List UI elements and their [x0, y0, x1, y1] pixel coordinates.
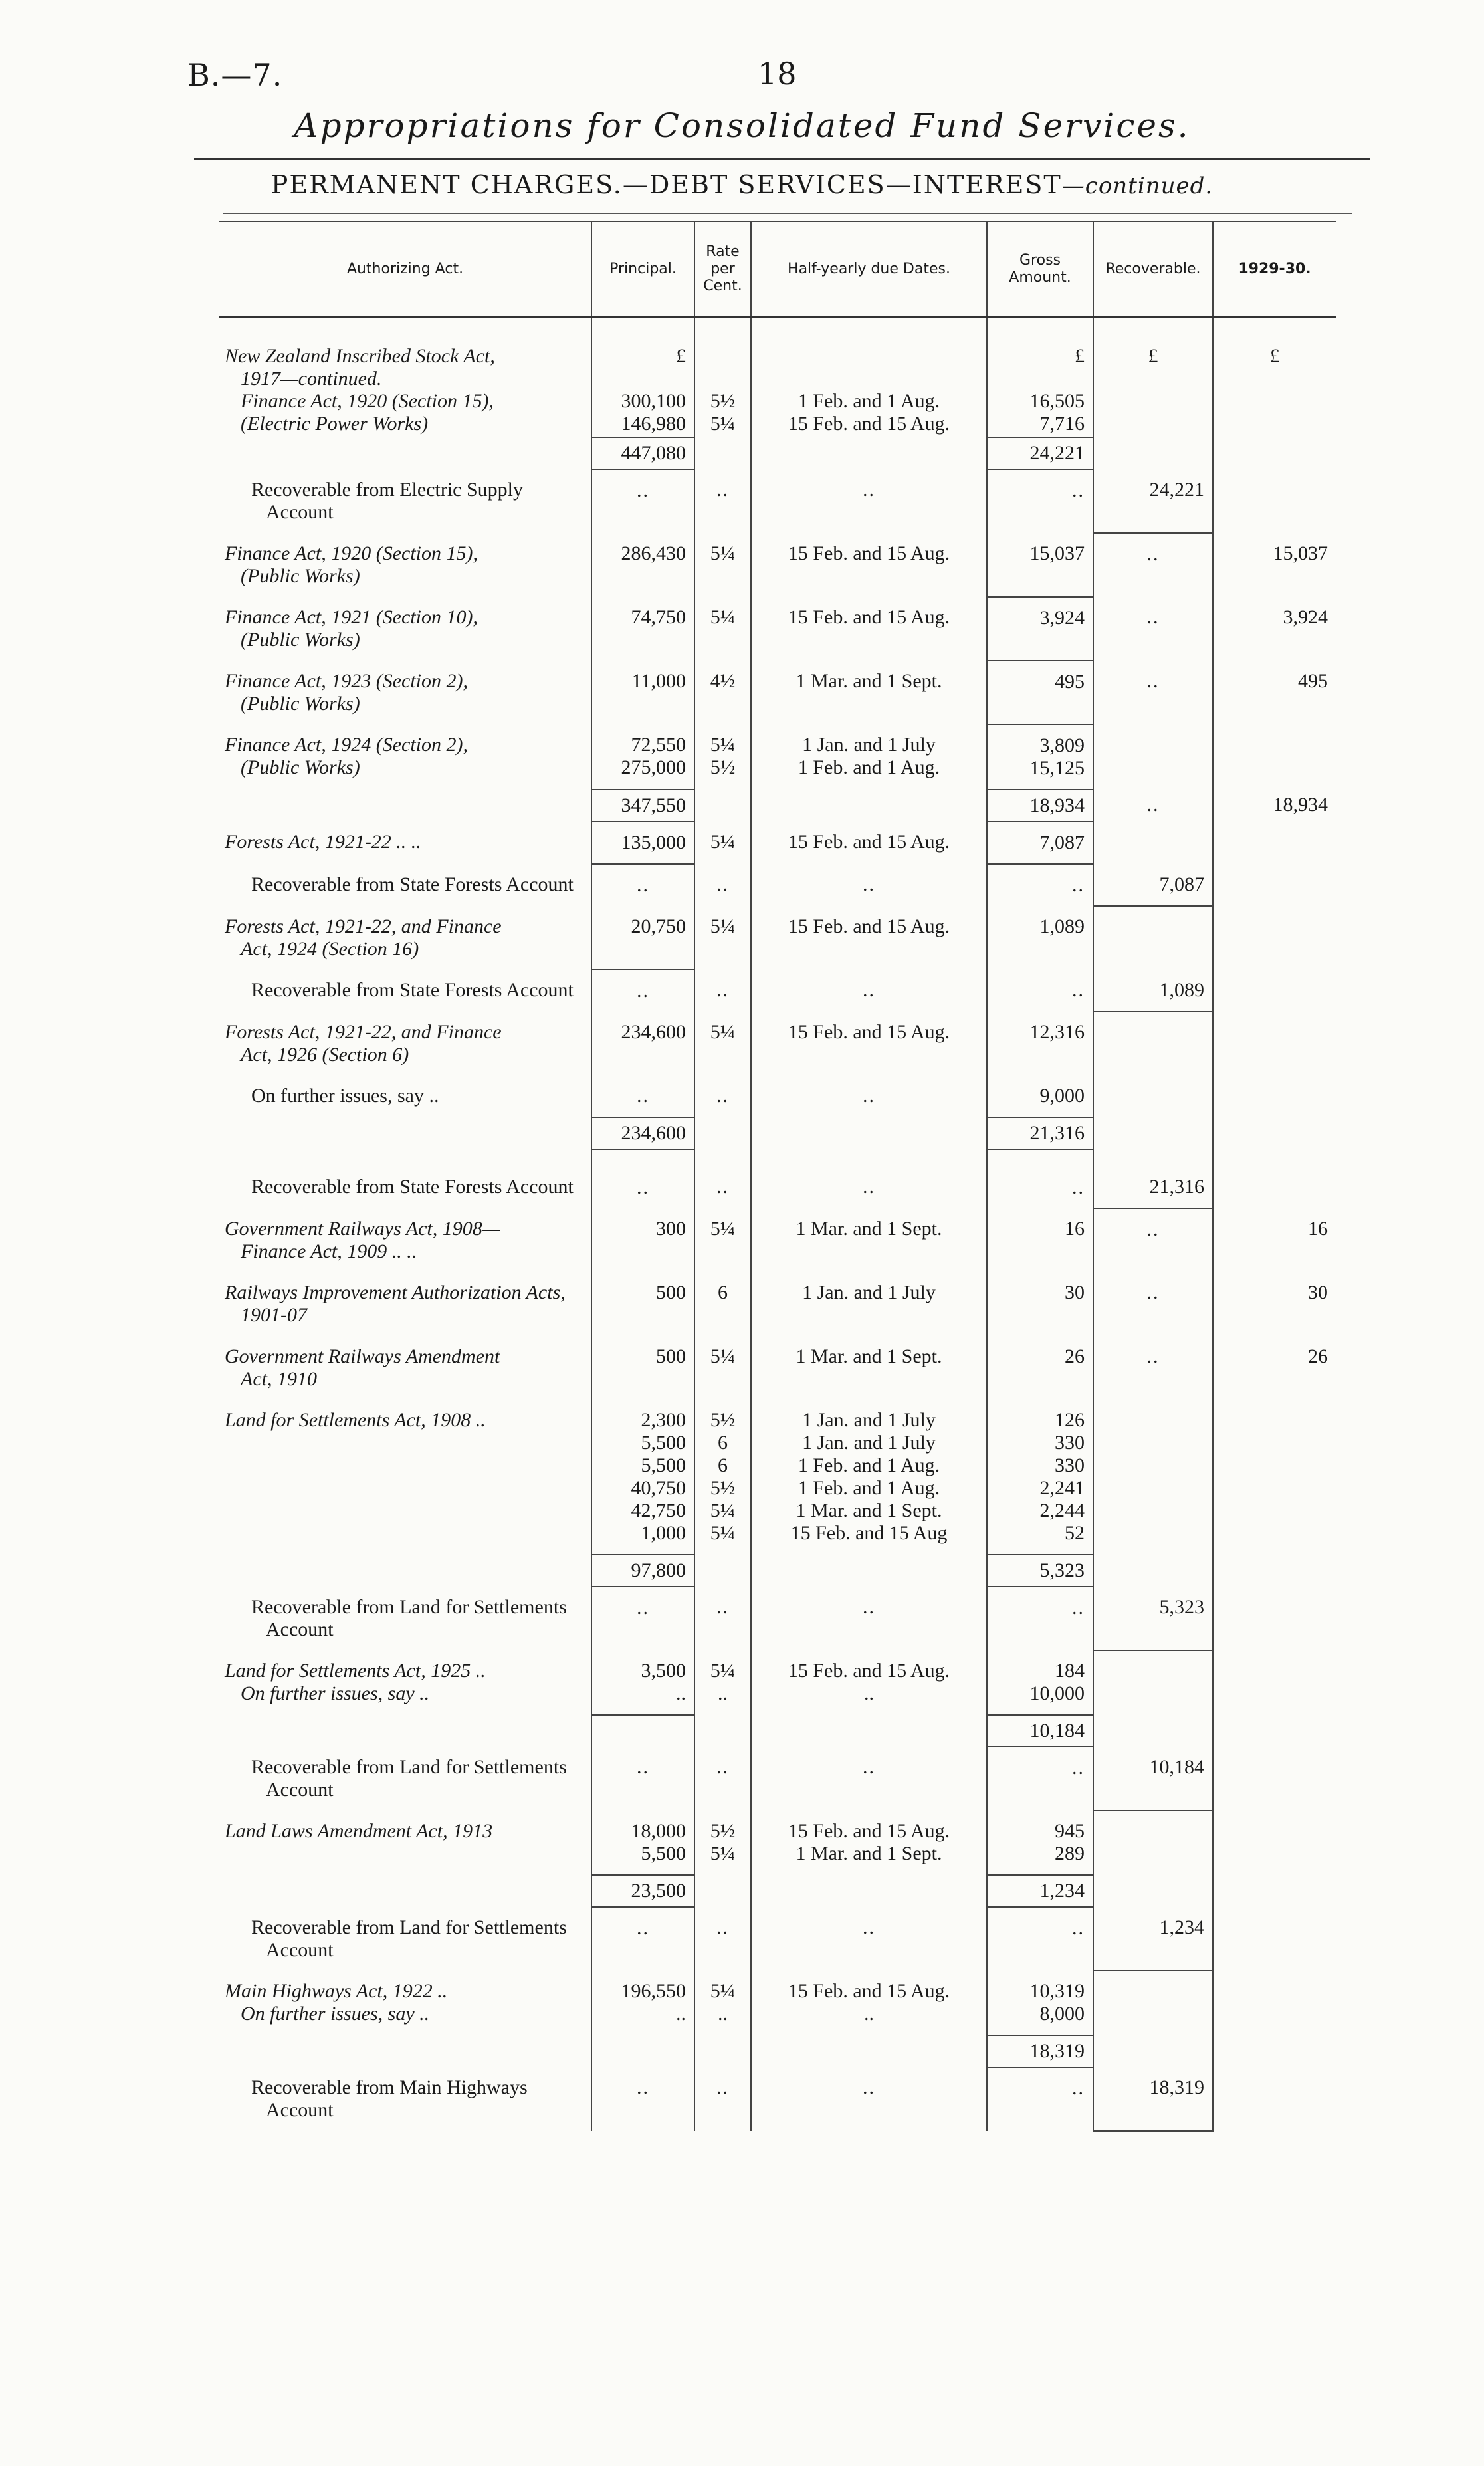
- cell-principal: ..: [591, 2067, 694, 2131]
- cell-principal: 97,800: [591, 1555, 694, 1587]
- cell-principal: 23,500: [591, 1875, 694, 1907]
- cell-year: 495: [1213, 661, 1336, 725]
- table-row: [219, 906, 1336, 970]
- subtotal-row: [219, 437, 1336, 469]
- cell-principal: [591, 1715, 694, 1747]
- cell-recoverable: [1093, 822, 1213, 864]
- cell-dates: 15 Feb. and 15 Aug. ..: [751, 1971, 987, 2035]
- cell-principal: ..: [591, 970, 694, 1012]
- cell-rate: [694, 1715, 751, 1747]
- cell-rate: ..: [694, 1907, 751, 1971]
- cell-gross: 24,221: [987, 437, 1093, 469]
- cell-act: Forests Act, 1921-22, and Finance Act, 1926 (Section 6): [225, 1021, 502, 1065]
- cell-recoverable: [1093, 1075, 1213, 1117]
- cell-gross: ..: [987, 1149, 1093, 1208]
- col-header-rate: Rate per Cent.: [694, 221, 751, 318]
- cell-rate: ..: [694, 970, 751, 1012]
- cell-act: Railways Improvement Authorization Acts, 1901-07: [225, 1282, 566, 1326]
- cell-recoverable: [1093, 1555, 1213, 1587]
- cell-dates: 1 Mar. and 1 Sept.: [751, 661, 987, 725]
- table-row: [219, 1400, 1336, 1555]
- cell-recoverable: [1093, 906, 1213, 970]
- cell-gross: 18,319: [987, 2035, 1093, 2067]
- page-number: 18: [758, 56, 797, 92]
- cell-gross: 3,924: [987, 597, 1093, 661]
- table-row: [219, 1208, 1336, 1272]
- table-row: [219, 970, 1336, 1012]
- cell-act: Government Railways Act, 1908— Finance Act, 1909 .. ..: [225, 1218, 500, 1262]
- cell-act: [219, 437, 591, 469]
- cell-gross: 26: [987, 1336, 1093, 1400]
- cell-gross: 10,184: [987, 1715, 1093, 1747]
- cell-dates: ..: [751, 1587, 987, 1650]
- cell-dates: 1 Mar. and 1 Sept.: [751, 1208, 987, 1272]
- cell-dates: 1 Jan. and 1 July 1 Feb. and 1 Aug.: [751, 725, 987, 790]
- cell-recoverable: [1093, 1715, 1213, 1747]
- cell-year: [1213, 822, 1336, 864]
- table-row: [219, 1650, 1336, 1715]
- table-row: [219, 1012, 1336, 1075]
- cell-recoverable: [1093, 725, 1213, 790]
- cell-gross: 10,319 8,000: [987, 1971, 1093, 2035]
- cell-year: 3,924: [1213, 597, 1336, 661]
- cell-recoverable: [1093, 1012, 1213, 1075]
- subtotal-row: [219, 1875, 1336, 1907]
- cell-year: 15,037: [1213, 533, 1336, 597]
- cell-year: 26: [1213, 1336, 1336, 1400]
- cell-year: [1213, 1907, 1336, 1971]
- cell-gross: ..: [987, 1907, 1093, 1971]
- cell-principal: 300: [591, 1208, 694, 1272]
- cell-gross: 184 10,000: [987, 1650, 1093, 1715]
- cell-gross: 12,316: [987, 1012, 1093, 1075]
- page-title: Appropriations for Consolidated Fund Services.: [294, 106, 1190, 145]
- cell-dates: [751, 2035, 987, 2067]
- cell-rate: 5½ 6 6 5½ 5¼ 5¼: [694, 1400, 751, 1555]
- cell-gross: 9,000: [987, 1075, 1093, 1117]
- cell-act: On further issues, say ..: [251, 1085, 439, 1107]
- subtotal-row: [219, 2035, 1336, 2067]
- cell-gross: ..: [987, 469, 1093, 533]
- cell-year: [1213, 725, 1336, 790]
- table-row: [219, 533, 1336, 597]
- cell-recoverable: ..: [1093, 1208, 1213, 1272]
- cell-year: [1213, 1811, 1336, 1875]
- cell-gross: 126 330 330 2,241 2,244 52: [987, 1400, 1093, 1555]
- cell-gross: ..: [987, 1587, 1093, 1650]
- cell-rate: 5¼: [694, 906, 751, 970]
- cell-principal: ..: [591, 469, 694, 533]
- cell-principal: 234,600: [591, 1012, 694, 1075]
- cell-principal: [591, 2035, 694, 2067]
- cell-dates: ..: [751, 1149, 987, 1208]
- cell-gross: ..: [987, 2067, 1093, 2131]
- cell-rate: [694, 2035, 751, 2067]
- cell-principal: ..: [591, 1587, 694, 1650]
- cell-recoverable: [1093, 1875, 1213, 1907]
- cell-act: Recoverable from Main Highways Account: [251, 2076, 528, 2121]
- cell-year: [1213, 1149, 1336, 1208]
- cell-recoverable: 1,234: [1093, 1907, 1213, 1971]
- cell-act: Finance Act, 1923 (Section 2), (Public Works): [225, 670, 469, 715]
- subtotal-row: [219, 790, 1336, 822]
- cell-dates: ..: [751, 2067, 987, 2131]
- cell-dates: ..: [751, 864, 987, 906]
- cell-rate: 5½ 5¼: [694, 318, 751, 438]
- cell-principal: 3,500 ..: [591, 1650, 694, 1715]
- cell-gross: ..: [987, 1747, 1093, 1811]
- cell-dates: ..: [751, 970, 987, 1012]
- cell-rate: [694, 1875, 751, 1907]
- cell-principal: ..: [591, 864, 694, 906]
- cell-year: [1213, 469, 1336, 533]
- cell-principal: 500: [591, 1336, 694, 1400]
- cell-principal: ..: [591, 1075, 694, 1117]
- cell-dates: 15 Feb. and 15 Aug. 1 Mar. and 1 Sept.: [751, 1811, 987, 1875]
- page-header: [0, 0, 1484, 219]
- cell-gross: 945 289: [987, 1811, 1093, 1875]
- cell-dates: [751, 437, 987, 469]
- cell-principal: 2,300 5,500 5,500 40,750 42,750 1,000: [591, 1400, 694, 1555]
- section-divider: [223, 213, 1352, 214]
- cell-dates: 1 Jan. and 1 July: [751, 1272, 987, 1336]
- document-code: B.—7.: [187, 57, 283, 93]
- cell-principal: 347,550: [591, 790, 694, 822]
- cell-act: Finance Act, 1920 (Section 15), (Public Works): [225, 542, 478, 587]
- cell-year: [1213, 906, 1336, 970]
- cell-recoverable: £: [1093, 318, 1213, 438]
- cell-act: [219, 2035, 591, 2067]
- cell-dates: 15 Feb. and 15 Aug.: [751, 1012, 987, 1075]
- cell-recoverable: 5,323: [1093, 1587, 1213, 1650]
- cell-rate: ..: [694, 1747, 751, 1811]
- cell-gross: 1,234: [987, 1875, 1093, 1907]
- interest-table: [219, 221, 1336, 2132]
- cell-act: Main Highways Act, 1922 .. On further issues, say ..: [225, 1980, 448, 2025]
- cell-gross: 18,934: [987, 790, 1093, 822]
- title-divider: [194, 158, 1370, 160]
- table-row: [219, 318, 1336, 438]
- section-heading-continued: —continued.: [1061, 173, 1214, 199]
- cell-year: [1213, 1117, 1336, 1149]
- cell-year: [1213, 437, 1336, 469]
- cell-gross: 7,087: [987, 822, 1093, 864]
- section-heading-text: PERMANENT CHARGES.—DEBT SERVICES—INTEREST: [270, 170, 1062, 199]
- cell-gross: 1,089: [987, 906, 1093, 970]
- cell-act: [219, 1117, 591, 1149]
- cell-act: Forests Act, 1921-22, and Finance Act, 1924 (Section 16): [225, 915, 502, 960]
- cell-act: [219, 1555, 591, 1587]
- cell-rate: [694, 437, 751, 469]
- cell-dates: ..: [751, 1907, 987, 1971]
- cell-year: [1213, 1747, 1336, 1811]
- cell-year: 16: [1213, 1208, 1336, 1272]
- cell-dates: 15 Feb. and 15 Aug.: [751, 533, 987, 597]
- cell-recoverable: ..: [1093, 1272, 1213, 1336]
- cell-principal: ..: [591, 1907, 694, 1971]
- cell-rate: 4½: [694, 661, 751, 725]
- cell-dates: [751, 1117, 987, 1149]
- table-row: [219, 1811, 1336, 1875]
- table-row: [219, 1747, 1336, 1811]
- cell-recoverable: [1093, 1811, 1213, 1875]
- cell-act: New Zealand Inscribed Stock Act, 1917—continued. Finance Act, 1920 (Section 15), (Electric Power Works): [225, 345, 495, 435]
- table-row: [219, 1336, 1336, 1400]
- cell-rate: 5¼: [694, 533, 751, 597]
- cell-act: Land Laws Amendment Act, 1913: [225, 1820, 493, 1842]
- cell-principal: 196,550 ..: [591, 1971, 694, 2035]
- cell-principal: 11,000: [591, 661, 694, 725]
- cell-act: Recoverable from State Forests Account: [251, 873, 574, 895]
- cell-recoverable: 18,319: [1093, 2067, 1213, 2131]
- cell-recoverable: [1093, 1971, 1213, 2035]
- subtotal-row: [219, 1715, 1336, 1747]
- cell-rate: 5¼ 5½: [694, 725, 751, 790]
- cell-year: [1213, 1075, 1336, 1117]
- cell-rate: 5¼: [694, 822, 751, 864]
- cell-rate: 5¼ ..: [694, 1650, 751, 1715]
- cell-recoverable: 24,221: [1093, 469, 1213, 533]
- cell-year: [1213, 2067, 1336, 2131]
- cell-act: Forests Act, 1921-22 .. ..: [225, 831, 421, 853]
- cell-act: [219, 1875, 591, 1907]
- cell-principal: 447,080: [591, 437, 694, 469]
- cell-year: [1213, 1555, 1336, 1587]
- cell-recoverable: ..: [1093, 661, 1213, 725]
- cell-rate: ..: [694, 1587, 751, 1650]
- cell-recoverable: [1093, 1400, 1213, 1555]
- cell-year: [1213, 864, 1336, 906]
- col-header-principal: Principal.: [591, 221, 694, 318]
- cell-principal: 234,600: [591, 1117, 694, 1149]
- cell-dates: 1 Mar. and 1 Sept.: [751, 1336, 987, 1400]
- col-header-dates: Half-yearly due Dates.: [751, 221, 987, 318]
- cell-gross: 3,809 15,125: [987, 725, 1093, 790]
- cell-principal: 20,750: [591, 906, 694, 970]
- cell-act: Government Railways Amendment Act, 1910: [225, 1345, 500, 1390]
- cell-year: [1213, 1650, 1336, 1715]
- cell-recoverable: ..: [1093, 533, 1213, 597]
- cell-recoverable: 10,184: [1093, 1747, 1213, 1811]
- cell-act: Recoverable from Land for Settlements Account: [251, 1756, 567, 1801]
- table-row: [219, 864, 1336, 906]
- cell-dates: [751, 790, 987, 822]
- cell-act: Recoverable from Land for Settlements Account: [251, 1916, 567, 1961]
- cell-principal: 74,750: [591, 597, 694, 661]
- cell-principal: 286,430: [591, 533, 694, 597]
- col-header-act: Authorizing Act.: [219, 221, 591, 318]
- cell-year: [1213, 970, 1336, 1012]
- cell-principal: ..: [591, 1747, 694, 1811]
- table-row: [219, 1587, 1336, 1650]
- cell-gross: 30: [987, 1272, 1093, 1336]
- cell-dates: ..: [751, 1747, 987, 1811]
- cell-year: 18,934: [1213, 790, 1336, 822]
- cell-principal: 500: [591, 1272, 694, 1336]
- table-row: [219, 1149, 1336, 1208]
- cell-dates: 1 Jan. and 1 July 1 Jan. and 1 July 1 Feb. and 1 Aug. 1 Feb. and 1 Aug. 1 Mar. and 1 Sept. 15 Feb. and 15 Aug: [751, 1400, 987, 1555]
- cell-act: Recoverable from Land for Settlements Account: [251, 1596, 567, 1640]
- cell-dates: 15 Feb. and 15 Aug.: [751, 906, 987, 970]
- table-row: [219, 725, 1336, 790]
- col-header-gross: Gross Amount.: [987, 221, 1093, 318]
- cell-rate: ..: [694, 864, 751, 906]
- cell-gross: ..: [987, 970, 1093, 1012]
- cell-recoverable: ..: [1093, 1336, 1213, 1400]
- cell-act: Land for Settlements Act, 1925 .. On further issues, say ..: [225, 1660, 486, 1704]
- cell-year: [1213, 1971, 1336, 2035]
- cell-rate: [694, 1555, 751, 1587]
- cell-recoverable: 7,087: [1093, 864, 1213, 906]
- subtotal-row: [219, 1117, 1336, 1149]
- cell-rate: 5¼: [694, 1012, 751, 1075]
- cell-dates: [751, 1555, 987, 1587]
- cell-recoverable: 1,089: [1093, 970, 1213, 1012]
- cell-act: [219, 790, 591, 822]
- cell-year: [1213, 1400, 1336, 1555]
- cell-principal: 72,550 275,000: [591, 725, 694, 790]
- cell-rate: 6: [694, 1272, 751, 1336]
- cell-rate: 5¼ ..: [694, 1971, 751, 2035]
- cell-rate: ..: [694, 1075, 751, 1117]
- cell-rate: ..: [694, 469, 751, 533]
- cell-act: [219, 1715, 591, 1747]
- cell-rate: [694, 1117, 751, 1149]
- cell-gross: 21,316: [987, 1117, 1093, 1149]
- cell-act: Finance Act, 1921 (Section 10), (Public Works): [225, 606, 478, 651]
- cell-dates: 15 Feb. and 15 Aug. ..: [751, 1650, 987, 1715]
- table-row: [219, 661, 1336, 725]
- cell-recoverable: [1093, 2035, 1213, 2067]
- cell-recoverable: ..: [1093, 790, 1213, 822]
- table-row: [219, 469, 1336, 533]
- cell-principal: ..: [591, 1149, 694, 1208]
- cell-act: Recoverable from State Forests Account: [251, 1176, 574, 1198]
- col-header-year: 1929-30.: [1213, 221, 1336, 318]
- cell-dates: 15 Feb. and 15 Aug.: [751, 822, 987, 864]
- cell-act: Land for Settlements Act, 1908 ..: [225, 1409, 486, 1431]
- cell-recoverable: [1093, 1650, 1213, 1715]
- table-row: [219, 1272, 1336, 1336]
- cell-rate: ..: [694, 2067, 751, 2131]
- cell-act: Recoverable from Electric Supply Account: [251, 479, 524, 523]
- cell-rate: 5¼: [694, 1336, 751, 1400]
- cell-dates: 15 Feb. and 15 Aug.: [751, 597, 987, 661]
- table-row: [219, 1075, 1336, 1117]
- table-row: [219, 597, 1336, 661]
- table-row: [219, 1971, 1336, 2035]
- cell-recoverable: [1093, 437, 1213, 469]
- cell-gross: 15,037: [987, 533, 1093, 597]
- col-header-recoverable: Recoverable.: [1093, 221, 1213, 318]
- cell-dates: [751, 1875, 987, 1907]
- cell-rate: 5¼: [694, 597, 751, 661]
- cell-year: [1213, 1715, 1336, 1747]
- cell-act: Recoverable from State Forests Account: [251, 979, 574, 1001]
- cell-gross: 495: [987, 661, 1093, 725]
- subtotal-row: [219, 1555, 1336, 1587]
- cell-gross: ..: [987, 864, 1093, 906]
- table-row: [219, 2067, 1336, 2131]
- cell-dates: ..: [751, 1075, 987, 1117]
- cell-year: [1213, 1587, 1336, 1650]
- cell-rate: 5¼: [694, 1208, 751, 1272]
- cell-recoverable: 21,316: [1093, 1149, 1213, 1208]
- cell-dates: 1 Feb. and 1 Aug. 15 Feb. and 15 Aug.: [751, 318, 987, 438]
- table-header-row: [219, 221, 1336, 318]
- cell-recoverable: ..: [1093, 597, 1213, 661]
- cell-gross: £ 16,505 7,716: [987, 318, 1093, 438]
- table-row: [219, 822, 1336, 864]
- cell-year: [1213, 1012, 1336, 1075]
- cell-principal: £ 300,100 146,980: [591, 318, 694, 438]
- table-row: [219, 1907, 1336, 1971]
- cell-principal: 18,000 5,500: [591, 1811, 694, 1875]
- cell-year: 30: [1213, 1272, 1336, 1336]
- cell-gross: 16: [987, 1208, 1093, 1272]
- section-heading: [0, 170, 1484, 199]
- cell-gross: 5,323: [987, 1555, 1093, 1587]
- cell-principal: 135,000: [591, 822, 694, 864]
- cell-rate: [694, 790, 751, 822]
- cell-recoverable: [1093, 1117, 1213, 1149]
- cell-year: [1213, 2035, 1336, 2067]
- cell-year: [1213, 1875, 1336, 1907]
- cell-dates: [751, 1715, 987, 1747]
- cell-rate: 5½ 5¼: [694, 1811, 751, 1875]
- cell-act: Finance Act, 1924 (Section 2), (Public Works): [225, 734, 469, 778]
- cell-rate: ..: [694, 1149, 751, 1208]
- cell-year: £: [1213, 318, 1336, 438]
- cell-dates: ..: [751, 469, 987, 533]
